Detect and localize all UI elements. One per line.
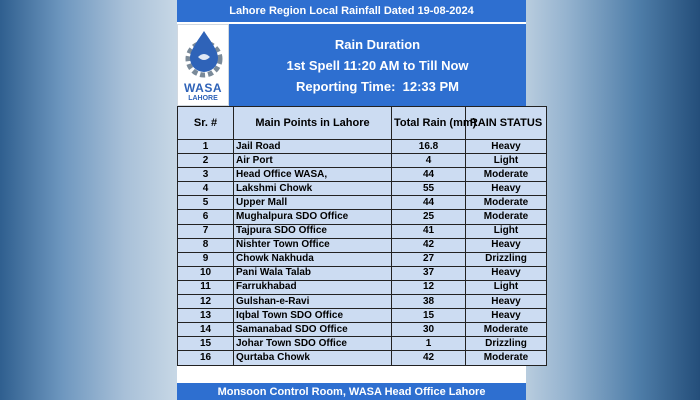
row-sr: 12 bbox=[178, 295, 234, 309]
logo-wordmark: WASA bbox=[184, 81, 222, 95]
row-status: Heavy bbox=[466, 238, 547, 252]
row-point: Qurtaba Chowk bbox=[234, 351, 392, 365]
row-point: Nishter Town Office bbox=[234, 238, 392, 252]
logo-subtitle: LAHORE bbox=[188, 95, 218, 102]
table-row bbox=[178, 351, 547, 365]
row-total: 44 bbox=[392, 168, 466, 182]
table-row bbox=[178, 154, 547, 168]
row-status: Moderate bbox=[466, 168, 547, 182]
row-status: Moderate bbox=[466, 323, 547, 337]
row-point: Head Office WASA, bbox=[234, 168, 392, 182]
report-footer: Monsoon Control Room, WASA Head Office Lahore bbox=[177, 383, 526, 400]
row-point: Upper Mall bbox=[234, 196, 392, 210]
row-status: Light bbox=[466, 280, 547, 294]
row-point: Jail Road bbox=[234, 140, 392, 154]
row-point: Air Port bbox=[234, 154, 392, 168]
row-total: 41 bbox=[392, 224, 466, 238]
row-status: Heavy bbox=[466, 266, 547, 280]
header-point: Main Points in Lahore bbox=[234, 107, 392, 140]
row-total: 30 bbox=[392, 323, 466, 337]
row-point: Farrukhabad bbox=[234, 280, 392, 294]
row-status: Light bbox=[466, 224, 547, 238]
background-blur-left bbox=[0, 0, 178, 400]
row-sr: 9 bbox=[178, 252, 234, 266]
row-sr: 8 bbox=[178, 238, 234, 252]
row-point: Lakshmi Chowk bbox=[234, 182, 392, 196]
water-drop-gear-icon bbox=[182, 27, 226, 81]
row-total: 16.8 bbox=[392, 140, 466, 154]
row-total: 37 bbox=[392, 266, 466, 280]
table-row bbox=[178, 224, 547, 238]
row-status: Heavy bbox=[466, 140, 547, 154]
spell-period: 1st Spell 11:20 AM to Till Now bbox=[286, 57, 469, 73]
row-total: 27 bbox=[392, 252, 466, 266]
report-header bbox=[177, 24, 526, 106]
row-total: 1 bbox=[392, 337, 466, 351]
row-total: 38 bbox=[392, 295, 466, 309]
row-status: Light bbox=[466, 154, 547, 168]
header-rain-status: RAIN STATUS bbox=[466, 107, 547, 140]
report-title: Lahore Region Local Rainfall Dated 19-08-2024 bbox=[177, 0, 526, 24]
row-status: Drizzling bbox=[466, 337, 547, 351]
row-sr: 4 bbox=[178, 182, 234, 196]
row-total: 4 bbox=[392, 154, 466, 168]
row-sr: 11 bbox=[178, 280, 234, 294]
table-row bbox=[178, 140, 547, 154]
row-point: Gulshan-e-Ravi bbox=[234, 295, 392, 309]
table-row bbox=[178, 196, 547, 210]
table-row bbox=[178, 252, 547, 266]
row-sr: 2 bbox=[178, 154, 234, 168]
row-total: 55 bbox=[392, 182, 466, 196]
row-total: 44 bbox=[392, 196, 466, 210]
rain-duration-title: Rain Duration bbox=[334, 36, 421, 52]
row-status: Heavy bbox=[466, 295, 547, 309]
row-status: Moderate bbox=[466, 196, 547, 210]
table-row bbox=[178, 309, 547, 323]
row-status: Heavy bbox=[466, 182, 547, 196]
row-total: 12 bbox=[392, 280, 466, 294]
row-point: Johar Town SDO Office bbox=[234, 337, 392, 351]
rainfall-table bbox=[177, 106, 547, 366]
rainfall-report-card bbox=[177, 0, 543, 400]
row-point: Iqbal Town SDO Office bbox=[234, 309, 392, 323]
row-point: Tajpura SDO Office bbox=[234, 224, 392, 238]
row-total: 15 bbox=[392, 309, 466, 323]
row-status: Moderate bbox=[466, 351, 547, 365]
table-header-row bbox=[178, 107, 547, 140]
rain-duration-panel bbox=[229, 24, 526, 106]
table-row bbox=[178, 337, 547, 351]
table-row bbox=[178, 280, 547, 294]
table-row bbox=[178, 295, 547, 309]
row-sr: 13 bbox=[178, 309, 234, 323]
row-sr: 10 bbox=[178, 266, 234, 280]
reporting-time: Reporting Time: 12:33 PM bbox=[295, 78, 459, 94]
row-status: Heavy bbox=[466, 309, 547, 323]
background-blur-right bbox=[522, 0, 700, 400]
row-sr: 16 bbox=[178, 351, 234, 365]
row-sr: 7 bbox=[178, 224, 234, 238]
table-row bbox=[178, 168, 547, 182]
table-row bbox=[178, 238, 547, 252]
table-row bbox=[178, 266, 547, 280]
row-sr: 14 bbox=[178, 323, 234, 337]
row-sr: 15 bbox=[178, 337, 234, 351]
row-sr: 3 bbox=[178, 168, 234, 182]
row-point: Pani Wala Talab bbox=[234, 266, 392, 280]
header-total-rain: Total Rain (mm) bbox=[392, 107, 466, 140]
row-sr: 6 bbox=[178, 210, 234, 224]
table-row bbox=[178, 323, 547, 337]
header-sr: Sr. # bbox=[178, 107, 234, 140]
row-sr: 1 bbox=[178, 140, 234, 154]
row-sr: 5 bbox=[178, 196, 234, 210]
row-status: Drizzling bbox=[466, 252, 547, 266]
row-point: Chowk Nakhuda bbox=[234, 252, 392, 266]
row-status: Moderate bbox=[466, 210, 547, 224]
row-point: Mughalpura SDO Office bbox=[234, 210, 392, 224]
table-row bbox=[178, 210, 547, 224]
row-point: Samanabad SDO Office bbox=[234, 323, 392, 337]
row-total: 42 bbox=[392, 238, 466, 252]
wasa-logo bbox=[177, 24, 229, 106]
row-total: 25 bbox=[392, 210, 466, 224]
row-total: 42 bbox=[392, 351, 466, 365]
table-row bbox=[178, 182, 547, 196]
